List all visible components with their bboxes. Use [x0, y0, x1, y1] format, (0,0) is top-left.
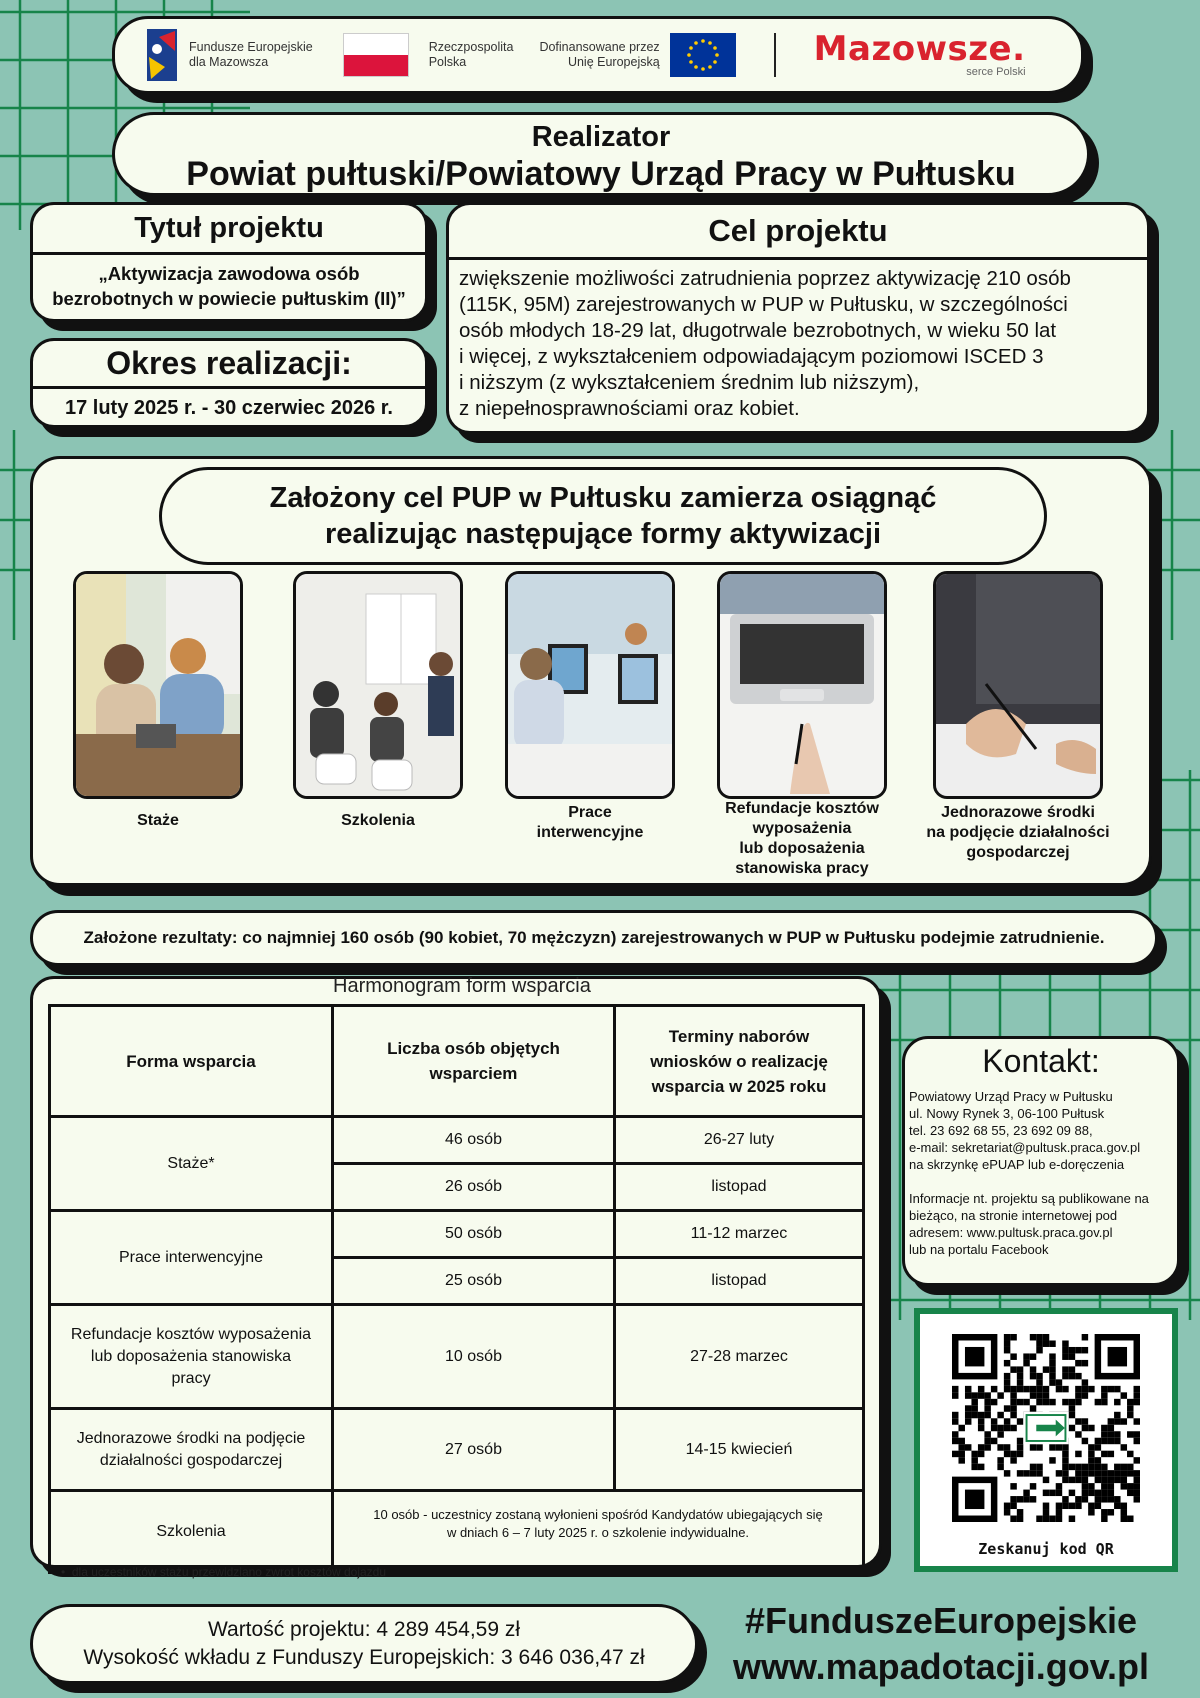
table-cell: Prace interwencyjne	[50, 1211, 333, 1305]
activity-label-prace: Prace interwencyjne	[536, 804, 644, 841]
goal-line: (115K, 95M) zarejestrowanych w PUP w Pułtusku, w szczególności	[459, 293, 1068, 316]
eu-flag-icon	[670, 33, 736, 77]
activity-label-szkolenia: Szkolenia	[341, 812, 415, 829]
contact-line: Powiatowy Urząd Pracy w Pułtusku	[909, 1089, 1113, 1104]
contact-line: bieżąco, na stronie internetowej pod	[909, 1208, 1118, 1223]
table-header-row	[50, 1006, 864, 1117]
project-value-line: Wartość projektu: 4 289 454,59 zł	[207, 1618, 521, 1641]
mazowsze-logo	[813, 29, 1026, 78]
goal-line: i niższym (z wykształceniem średnim lub niższym),	[459, 371, 920, 394]
activity-photo-office	[505, 571, 675, 799]
table-cell: 26 osób	[333, 1164, 615, 1211]
table-row	[50, 1491, 864, 1573]
goal-line: osób młodych 18-29 lat, długotrwale bezrobotnych, w wieku 50 lat	[459, 319, 1057, 342]
rp-logo	[343, 33, 514, 77]
eu-logo-line1: Dofinansowane przez	[539, 40, 660, 54]
table-row	[50, 1117, 864, 1164]
table-cell: 27 osób	[333, 1409, 615, 1491]
activity-photo-training	[293, 571, 463, 799]
period-heading: Okres realizacji:	[33, 341, 425, 389]
goal-heading: Cel projektu	[449, 205, 1147, 260]
contact-email[interactable]: e-mail: sekretariat@pultusk.praca.gov.pl	[909, 1140, 1141, 1155]
schedule-footnote-text: dla uczestników stażu przewidziano zwrot kosztów dojazdu	[71, 1565, 387, 1579]
contact-line: Informacje nt. projektu są publikowane na	[909, 1191, 1149, 1206]
table-header-cell: Liczba osób objętych wsparciem	[333, 1006, 615, 1117]
contact-title: Kontakt:	[982, 1043, 1100, 1079]
table-row	[50, 1211, 864, 1258]
schedule-box	[30, 975, 882, 1579]
activity-label-refundacje: Refundacje kosztów wyposażenia lub doposażenia stanowiska pracy	[725, 800, 879, 877]
contact-line: na skrzynkę ePUAP lub e-doręczenia	[909, 1157, 1125, 1172]
activity-photo-meeting	[73, 571, 243, 799]
realizator-name: Powiat pułtuski/Powiatowy Urząd Pracy w Pułtusku	[186, 155, 1016, 193]
activity-photo-laptop	[717, 571, 887, 799]
table-cell: 26-27 luty	[615, 1117, 864, 1164]
mapadotacji-link[interactable]: www.mapadotacji.gov.pl	[732, 1646, 1150, 1687]
table-cell: listopad	[615, 1258, 864, 1305]
results-banner	[30, 910, 1158, 966]
activity-szkolenia	[293, 571, 463, 829]
activation-forms-title	[159, 467, 1047, 565]
footer-hashtags	[722, 1598, 1160, 1690]
logo-divider	[774, 33, 776, 77]
goal-line: i więcej, z wykształceniem odpowiadającym poziomowi ISCED 3	[459, 345, 1044, 368]
schedule-footnote: • dla uczestników stażu przewidziano zwrot kosztów dojazdu	[61, 1565, 387, 1579]
activation-title-line1: Założony cel PUP w Pułtusku zamierza osiągnąć	[269, 482, 937, 514]
contact-text	[905, 1080, 1177, 1258]
activity-label-staze: Staże	[137, 812, 179, 829]
hashtag-text: #FunduszeEuropejskie	[744, 1600, 1138, 1641]
results-text: Założone rezultaty: co najmniej 160 osób (90 kobiet, 70 mężczyzn) zarejestrowanych w PUP w Pułtusku podejmie zatrudnienie.	[83, 928, 1105, 947]
table-cell: 10 osób	[333, 1305, 615, 1409]
contact-line: tel. 23 692 68 55, 23 692 09 88,	[909, 1123, 1093, 1138]
project-title-heading: Tytuł projektu	[33, 205, 425, 255]
qr-caption: Zeskanuj kod QR	[978, 1540, 1114, 1558]
qr-box	[914, 1308, 1178, 1572]
table-cell: 10 osób - uczestnicy zostaną wyłonieni spośród Kandydatów ubiegających się w dniach 6 – 7 luty 2025 r. o szkolenie indywidualne.	[333, 1491, 864, 1573]
fe-logo-line1: Fundusze Europejskie	[189, 40, 313, 54]
activation-title-line2: realizując następujące formy aktywizacji	[324, 518, 882, 550]
table-header-cell: Terminy naborów wniosków o realizację wsparcia w 2025 roku	[615, 1006, 864, 1117]
project-title-line2: bezrobotnych w powiecie pułtuskim (II)”	[52, 288, 406, 309]
contact-line: ul. Nowy Rynek 3, 06-100 Pułtusk	[909, 1106, 1105, 1121]
logos-bar	[112, 16, 1084, 94]
realizator-banner	[112, 112, 1090, 196]
table-cell: Jednorazowe środki na podjęcie działalności gospodarczej	[50, 1409, 333, 1491]
period-box	[30, 338, 428, 428]
table-cell: Refundacje kosztów wyposażenia lub doposażenia stanowiska pracy	[50, 1305, 333, 1409]
schedule-title: Harmonogram form wsparcia	[333, 975, 591, 997]
realizator-label: Realizator	[531, 121, 671, 153]
project-value-box	[30, 1604, 698, 1684]
activity-jednorazowe	[926, 571, 1110, 861]
table-cell: 46 osób	[333, 1117, 615, 1164]
table-header-cell: Forma wsparcia	[50, 1006, 333, 1117]
eu-logo-line2: Unię Europejską	[567, 55, 660, 69]
activation-forms-section	[30, 456, 1152, 886]
schedule-table	[48, 1004, 865, 1574]
activity-label-jednorazowe: Jednorazowe środki na podjęcie działalności gospodarczej	[926, 804, 1110, 861]
table-cell: Szkolenia	[50, 1491, 333, 1573]
goal-box	[446, 202, 1150, 434]
table-cell: 50 osób	[333, 1211, 615, 1258]
project-title-line1: „Aktywizacja zawodowa osób	[98, 263, 360, 284]
table-cell: 14-15 kwiecień	[615, 1409, 864, 1491]
project-title-box	[30, 202, 428, 322]
table-cell: 27-28 marzec	[615, 1305, 864, 1409]
table-cell: 11-12 marzec	[615, 1211, 864, 1258]
contact-box	[902, 1036, 1180, 1286]
period-value: 17 luty 2025 r. - 30 czerwiec 2026 r.	[64, 397, 393, 419]
rp-logo-line2: Polska	[428, 55, 467, 69]
mazowsze-tagline: serce Polski	[966, 66, 1026, 78]
activity-photo-signing	[933, 571, 1103, 799]
activity-prace	[505, 571, 675, 841]
table-cell: Staże*	[50, 1117, 333, 1211]
goal-line: z niepełnosprawnościami oraz kobiet.	[459, 397, 800, 420]
eu-logo	[539, 33, 735, 77]
eu-contribution-line: Wysokość wkładu z Funduszy Europejskich: 3 646 036,47 zł	[83, 1646, 645, 1669]
rp-logo-line1: Rzeczpospolita	[428, 40, 514, 54]
fe-logo	[145, 27, 313, 83]
activity-staze	[73, 571, 243, 829]
mazowsze-wordmark: Mazowsze.	[813, 29, 1026, 69]
table-cell: listopad	[615, 1164, 864, 1211]
table-row	[50, 1409, 864, 1491]
contact-website[interactable]: adresem: www.pultusk.praca.gov.pl	[909, 1225, 1113, 1240]
qr-code-icon[interactable]	[952, 1334, 1140, 1522]
activity-refundacje	[717, 571, 887, 877]
table-cell: 25 osób	[333, 1258, 615, 1305]
polish-flag-icon	[343, 33, 409, 77]
goal-text	[449, 260, 1147, 422]
fe-logo-line2: dla Mazowsza	[189, 55, 269, 69]
table-row	[50, 1305, 864, 1409]
fe-stars-icon	[145, 27, 179, 83]
goal-line: zwiększenie możliwości zatrudnienia poprzez aktywizację 210 osób	[459, 267, 1071, 290]
contact-line: lub na portalu Facebook	[909, 1242, 1049, 1257]
